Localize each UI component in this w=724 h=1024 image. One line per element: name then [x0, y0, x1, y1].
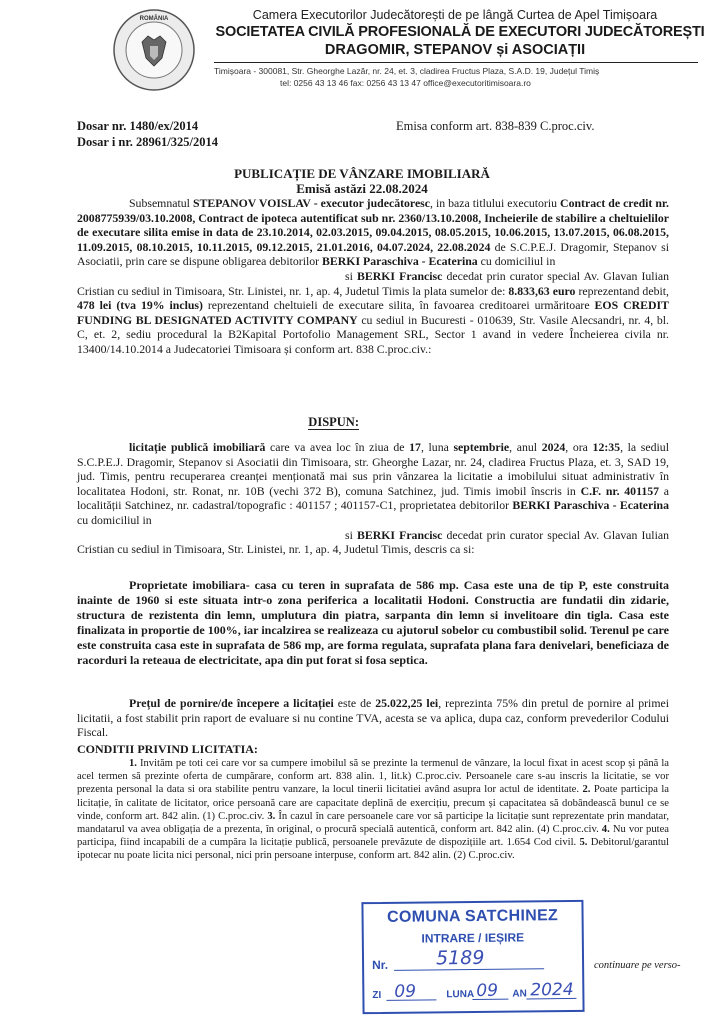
stamp-day-value: 09	[394, 981, 417, 1002]
conditions-list: 1. Invităm pe toti cei care vor sa cumpere imobilul să se prezinte la termenul de vânzare, la locul fixat in acest scop și până la acel termen să prezinte oferta de cumpărare, conform art. 838 alin. 1, lit.k) C.proc.civ. Persoanele care s-au inscris la licitatie, se vor prezenta personal la data si ora stabilite pentru vanzare, la locul tinerii licitatiei având asupra lor actul de identitate. 2. Poate participa la licitație, în calitate de licitator, orice persoană care are capacitate deplină de exercițiu, precum și capacitatea să dobândească bunul ce se vinde, conform art. 842 alin. (1) C.proc.civ. 3. În cazul în care persoanele care vor să participe la licitație sunt reprezentate prin mandatar, mandatarul va avea obligația de a prezenta, în original, o procură specială autentică, conform art. 842 alin. (4) C.proc.civ. 4. Nu vor putea participa, fiind incapabili de a cumpăra la licitație publică, persoanele prevăzute de dispozițiile art. 1.654 Cod civil. 5. Debitorul/garantul ipotecar nu poate licita nici personal, nici prin persoane interpuse, conform art. 842 alin. (2) C.proc.civ.	[77, 758, 670, 862]
stamp-nr-value: 5189	[435, 946, 485, 970]
stamp-year-value: 2024	[530, 979, 574, 1001]
continued-on-back: continuare pe verso-	[594, 960, 681, 971]
header-divider	[214, 62, 698, 63]
notice-title: PUBLICAȚIE DE VÂNZARE IMOBILIARĂ	[234, 166, 490, 181]
notice-date: Emisă astăzi 22.08.2024	[296, 181, 428, 196]
stamp-subtitle: INTRARE / IEȘIRE	[421, 930, 525, 946]
stamp-title: COMUNA SATCHINEZ	[386, 907, 559, 926]
conditions-heading: CONDITII PRIVIND LICITATIA:	[77, 742, 258, 756]
issued-under: Emisa conform art. 838-839 C.proc.civ.	[396, 119, 595, 133]
chamber-name: Camera Executorilor Judecătorești de pe lângă Curtea de Apel Timișoara	[252, 8, 658, 22]
stamp-month-label: LUNA	[446, 988, 475, 1001]
file-number: Dosar nr. 1480/ex/2014	[77, 119, 199, 133]
stamp-nr-label: Nr.	[372, 957, 389, 973]
dispun-heading: DISPUN:	[308, 415, 359, 429]
stamp-day-label: ZI	[372, 989, 382, 1002]
office-name: SOCIETATEA CIVILĂ PROFESIONALĂ DE EXECUTORI JUDECĂTOREȘTI	[215, 24, 705, 40]
stamp-year-label: AN	[512, 988, 527, 1000]
office-address: Timișoara - 300081, Str. Gheorghe Lazăr, nr. 24, et. 3, cladirea Fructus Plaza, S.A.D. 19, Județul Timiș	[214, 66, 600, 76]
court-file-number: Dosar i nr. 28961/325/2014	[77, 135, 218, 149]
property-description: Proprietate imobiliara- casa cu teren in suprafata de 586 mp. Casa este una de tip P, este construita inainte de 1960 si este situata intr-o zona periferica a localitatii Hodoni. Constructia are fundatii din zidarie, structura de rezistenta din lemn, umplutura din piatra, sarpanta din lemn si invelitoare din tigla. Casa este finalizata in proportie de 100%, iar incalzirea se realizeaza cu ajutorul sobelor cu combustibil solid. Terenul pe care este construita casa este in suprafata de 586 mp, are forma regulata, suprafata plana fara denivelari, beneficiaza de racorduri la reteaua de electricitate, apa din put forat si fosa septica.	[77, 578, 669, 667]
stamp-month-value: 09	[476, 980, 499, 1001]
seal-text: ROMÂNIA	[139, 16, 169, 22]
auction-paragraph: licitație publică imobiliară care va avea loc în ziua de 17, luna septembrie, anul 2024, ora 12:35, la sediul S.C.P.E.J. Dragomir, Stepanov si Asociatii din Timisoara, str. Gheorghe Lazar, nr. 24, cladirea Fructus Plaza, et. 3, SAD 19, jud. Timis, pentru recuperarea creanței menționată mai sus prin vânzarea la licitatie a imobilului situat administrativ în localitatea Hodoni, str. Ronat, nr. 10B (vechi 372 B), comuna Satchinez, jud. Timis imobil înscris in C.F. nr. 401157 a localității Satchinez, nr. cadastral/topografic : 401157 ; 401157-C1, proprietatea debitorilor BERKI Paraschiva - Ecaterina cu domiciliul in si BERKI Francisc decedat prin curator special Av. Glavan Iulian Cristian cu sediul in Timisoara, Str. Linistei, nr. 1, ap. 4, Judetul Timis, descris ca si:	[77, 440, 670, 557]
starting-price-paragraph: Prețul de pornire/de începere a licitației este de 25.022,25 lei, reprezinta 75% din pretul de pornire al primei licitatii, a fost stabilit prin raport de evaluare si nu contine TVA, acesta se va aplica, dupa caz, conform prevederilor Codului Fiscal.	[77, 696, 670, 740]
office-partners: DRAGOMIR, STEPANOV și ASOCIAȚII	[324, 42, 586, 58]
registration-stamp	[361, 900, 584, 1014]
intro-paragraph: Subsemnatul STEPANOV VOISLAV - executor judecătoresc, in baza titlului executoriu Contract de credit nr. 2008775939/03.10.2008, Contract de ipoteca autentificat sub nr. 2360/13.10.2008, Incheierile de stabilire a cheltuielilor de executare silita emise in data de 23.10.2014, 02.03.2015, 09.04.2015, 08.05.2015, 10.06.2015, 13.07.2015, 06.08.2015, 11.09.2015, 08.10.2015, 10.11.2015, 09.12.2015, 21.01.2016, 04.07.2024, 22.08.2024 de S.C.P.E.J. Dragomir, Stepanov si Asociatii, prin care se dispune obligarea debitorilor BERKI Paraschiva - Ecaterina cu domiciliul in si BERKI Francisc decedat prin curator special Av. Glavan Iulian Cristian cu sediul in Timisoara, Str. Linistei, nr. 1, ap. 4, Judetul Timis la plata sumelor de: 8.833,63 euro reprezentand debit, 478 lei (tva 19% inclus) reprezentand cheltuieli de executare silita, în favoarea creditoarei urmăritoare EOS CREDIT FUNDING BL DESIGNATED ACTIVITY COMPANY cu sediul in Bucuresti - 010639, Str. Vasile Alecsandri, nr. 4, bl. C, et. 2, sediu procedural la B2Kapital Portofolio Management SRL, Sector 1 avand in vedere Încheierea civila nr. 13400/14.10.2014 a Judecatoriei Timisoara și conform art. 838 C.proc.civ.:	[77, 196, 670, 356]
office-contact: tel: 0256 43 13 46 fax: 0256 43 13 47 office@executoritimisoara.ro	[280, 78, 531, 88]
executor-seal-icon	[112, 8, 196, 92]
